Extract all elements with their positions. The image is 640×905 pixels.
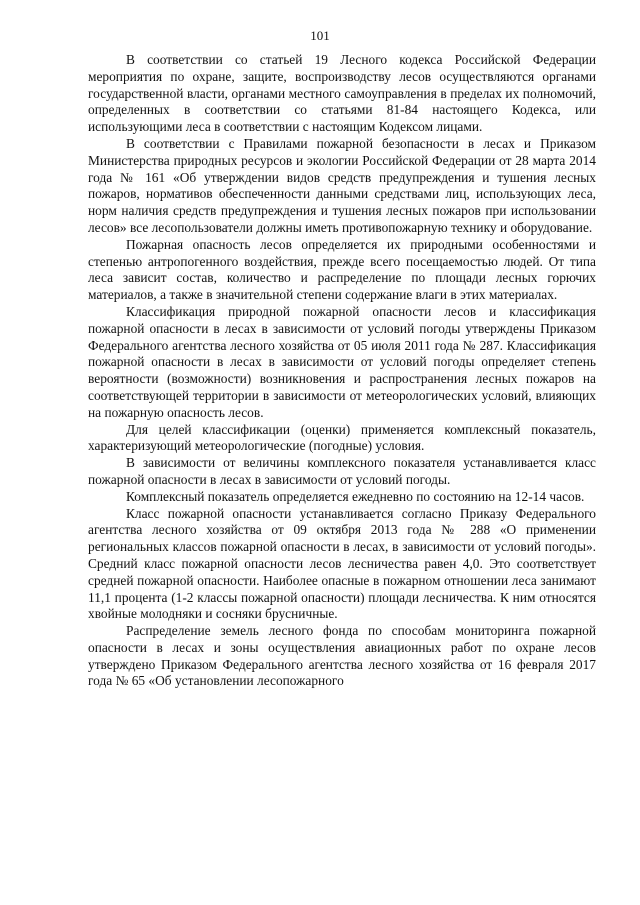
paragraph-regional-danger-classes: Класс пожарной опасности устанавливается согласно Приказу Федерального агентства лесного хозяйства от 09 октября 2013 года № 288 «О применении региональных классов пожарной опасности в лесах, в зависимости от условий погоды». Средний класс пожарной опасности лесов лесничества равен 4,0. Это соответствует средней пожарной опасности. Наиболее опасные в пожарном отношении леса занимают 11,1 процента (1-2 классы пожарной опасности) площади лесничества. К ним относятся хвойные молодняки и сосняки брусничные.	[88, 505, 596, 622]
paragraph-fire-danger-classification: Классификация природной пожарной опасности лесов и классификация пожарной опасности в лесах в зависимости от условий погоды утверждены Приказом Федерального агентства лесного хозяйства от 05 июля 2011 года № 287. Классификация пожарной опасности в лесах в зависимости от условий погоды определяет степень вероятности (возможности) возникновения и распространения лесных пожаров на соответствующей территории в зависимости от метеорологических условий, влияющих на пожарную опасность лесов.	[88, 303, 596, 420]
document-body	[88, 52, 596, 690]
paragraph-danger-class-by-indicator: В зависимости от величины комплексного показателя устанавливается класс пожарной опасности в лесах в зависимости от условий погоды.	[88, 455, 596, 487]
page-number: 101	[310, 28, 330, 43]
paragraph-complex-indicator: Для целей классификации (оценки) применяется комплексный показатель, характеризующий метеорологические (погодные) условия.	[88, 421, 596, 454]
paragraph-fire-danger-factors: Пожарная опасность лесов определяется их природными особенностями и степенью антропогенного воздействия, прежде всего посещаемостью людей. От типа леса зависит состав, количество и распределение по площади лесных горючих материалов, а также в значительной степени содержание влаги в этих материалах.	[88, 236, 596, 303]
paragraph-monitoring-zones: Распределение земель лесного фонда по способам мониторинга пожарной опасности в лесах и зоны осуществления авиационных работ по охране лесов утверждено Приказом Федерального агентства лесного хозяйства от 16 февраля 2017 года № 65 «Об установлении лесопожарного	[88, 623, 596, 689]
paragraph-fire-safety-rules: В соответствии с Правилами пожарной безопасности в лесах и Приказом Министерства природных ресурсов и экологии Российской Федерации от 28 марта 2014 года № 161 «Об утверждении видов средств предупреждения и тушения лесных пожаров, нормативов обеспеченности данными средствами лиц, использующих леса, норм наличия средств предупреждения и тушения лесных пожаров при использовании лесов» все лесопользователи должны иметь противопожарную технику и оборудование.	[88, 135, 596, 235]
paragraph-forest-code-article-19: В соответствии со статьей 19 Лесного кодекса Российской Федерации мероприятия по охране, защите, воспроизводству лесов осуществляются органами государственной власти, органами местного самоуправления в пределах их полномочий, определенных в соответствии со статьями 81-84 настоящего Кодекса, или использующими леса в соответствии с настоящим Кодексом лицами.	[88, 52, 596, 135]
paragraph-daily-determination: Комплексный показатель определяется ежедневно по состоянию на 12-14 часов.	[126, 488, 585, 504]
